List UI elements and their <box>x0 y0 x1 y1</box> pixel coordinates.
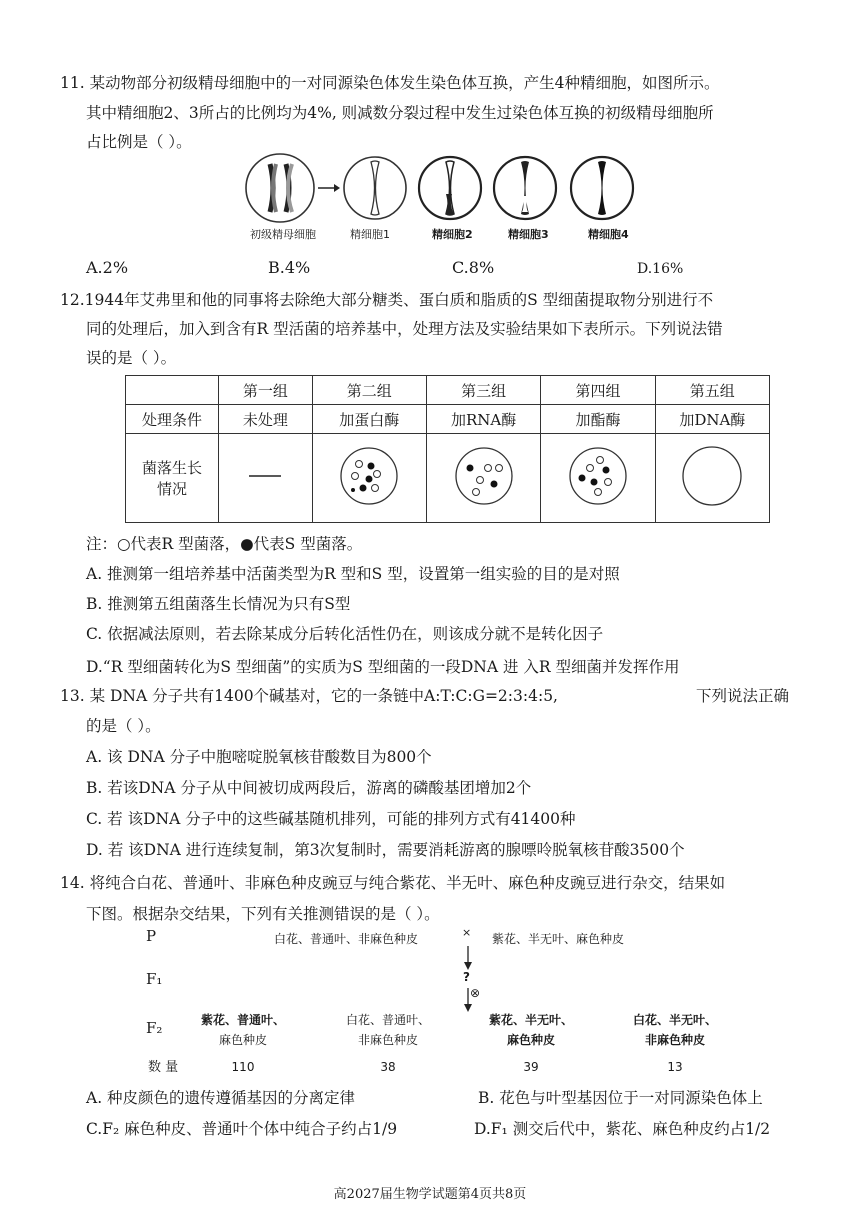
petri-dish-3 <box>454 446 514 506</box>
table-header-group2: 第二组 <box>312 376 426 405</box>
q13-stem-line1a: 13. 某 DNA 分子共有1400个碱基对，它的一条链中A:T:C:G=2:3:4:5, <box>60 687 558 705</box>
q11-option-d: D.16% <box>637 261 684 277</box>
f1-unknown-mark: ? <box>463 970 470 984</box>
table-header-group4: 第四组 <box>541 376 655 405</box>
table-cell-treatment-label: 处理条件 <box>126 405 219 434</box>
growth-label-line1: 菌落生长 <box>142 459 203 477</box>
parent2-phenotype: 紫花、半无叶、麻色种皮 <box>492 932 625 946</box>
q12-option-c: C. 依据减法原则，若去除某成分后转化活性仍在，则该成分就不是转化因子 <box>86 625 604 643</box>
table-cell-treatment-2: 加蛋白酶 <box>312 405 426 434</box>
table-header-group5: 第五组 <box>655 376 769 405</box>
table-row-treatment <box>126 405 770 434</box>
q14-option-b: B. 花色与叶型基因位于一对同源染色体上 <box>478 1089 763 1107</box>
q13-stem-line1b: 下列说法正确 <box>696 687 790 705</box>
growth-label-line2: 情况 <box>157 480 188 498</box>
table-header-group1: 第一组 <box>219 376 313 405</box>
q11-option-b: B.4% <box>268 258 311 277</box>
f2-1-line-a: 紫花、普通叶、 <box>200 1013 285 1027</box>
f2-phenotype-2 <box>343 1010 433 1050</box>
petri-dish-2 <box>339 446 399 506</box>
cell-caption-1: 精细胞1 <box>350 228 390 241</box>
f2-count-2: 38 <box>380 1060 396 1074</box>
q12-stem-line1: 12.1944年艾弗里和他的同事将去除绝大部分糖类、蛋白质和脂质的S 型细菌提取物分别进行不 <box>60 291 714 309</box>
q12-stem-line3: 误的是（ ）。 <box>86 349 177 367</box>
table-cell-treatment-5: 加DNA酶 <box>655 405 769 434</box>
f2-phenotype-4 <box>630 1010 720 1050</box>
sperm-cell-1 <box>344 157 406 219</box>
cross-arrows <box>455 944 485 1016</box>
cell-caption-4: 精细胞4 <box>588 228 629 241</box>
table-cell-growth-label <box>126 434 219 523</box>
f2-phenotype-3 <box>486 1010 576 1050</box>
q13-option-d: D. 若 该DNA 进行连续复制，第3次复制时，需要消耗游离的腺嘌呤脱氧核苷酸3500个 <box>86 841 685 859</box>
table-row-growth <box>126 434 770 523</box>
f2-1-line-b: 麻色种皮 <box>218 1033 267 1047</box>
q11-cell-diagram <box>240 150 660 225</box>
q11-stem-line2: 其中精细胞2、3所占的比例均为4%, 则减数分裂过程中发生过染色体互换的初级精母细胞所 <box>86 104 714 122</box>
f2-4-line-a: 白花、半无叶、 <box>632 1013 717 1027</box>
table-cell-growth-4 <box>541 434 655 523</box>
primary-spermatocyte-cell <box>246 154 314 222</box>
f2-4-line-b: 非麻色种皮 <box>644 1033 705 1047</box>
f2-2-line-a: 白花、普通叶、 <box>345 1013 430 1027</box>
table-cell-treatment-3: 加RNA酶 <box>426 405 540 434</box>
q12-stem-line2: 同的处理后，加入到含有R 型活菌的培养基中，处理方法及实验结果如下表所示。下列说法错 <box>86 320 723 338</box>
blank-dash <box>235 466 295 486</box>
cell-caption-0: 初级精母细胞 <box>250 228 316 241</box>
q11-option-a: A.2% <box>86 258 129 277</box>
table-cell-treatment-4: 加酯酶 <box>541 405 655 434</box>
table-cell-growth-5 <box>655 434 769 523</box>
petri-dish-5 <box>681 445 743 507</box>
q14-stem-line1: 14. 将纯合白花、普通叶、非麻色种皮豌豆与纯合紫花、半无叶、麻色种皮豌豆进行杂交，结果如 <box>60 874 726 892</box>
table-cell-growth-2 <box>312 434 426 523</box>
page-footer: 高2027届生物学试题第4页共8页 <box>333 1187 527 1202</box>
label-p: P <box>146 927 157 945</box>
q14-option-d: D.F₁ 测交后代中，紫花、麻色种皮约占1/2 <box>474 1120 771 1138</box>
q14-stem-line2: 下图。根据杂交结果，下列有关推测错误的是（ ）。 <box>86 905 440 923</box>
f2-count-1: 110 <box>231 1060 255 1074</box>
table-header-blank <box>126 376 219 405</box>
q13-option-b: B. 若该DNA 分子从中间被切成两段后，游离的磷酸基团增加2个 <box>86 779 532 797</box>
table-cell-growth-1 <box>219 434 313 523</box>
f2-count-4: 13 <box>667 1060 683 1074</box>
f2-3-line-a: 紫花、半无叶、 <box>488 1013 573 1027</box>
q12-option-a: A. 推测第一组培养基中活菌类型为R 型和S 型，设置第一组实验的目的是对照 <box>86 565 620 583</box>
cell-caption-2: 精细胞2 <box>432 228 473 241</box>
label-f2: F₂ <box>146 1019 163 1037</box>
q11-option-c: C.8% <box>452 258 495 277</box>
table-header-group3: 第三组 <box>426 376 540 405</box>
f2-3-line-b: 麻色种皮 <box>506 1033 555 1047</box>
experiment-table <box>125 375 770 523</box>
table-cell-treatment-1: 未处理 <box>219 405 313 434</box>
q11-stem-line1: 11. 某动物部分初级精母细胞中的一对同源染色体发生染色体互换，产生4种精细胞，如图所示。 <box>60 74 720 92</box>
cell-caption-3: 精细胞3 <box>508 228 549 241</box>
petri-dish-4 <box>568 446 628 506</box>
q12-option-d: D.“R 型细菌转化为S 型细菌”的实质为S 型细菌的一段DNA 进 入R 型细菌并发挥作用 <box>86 658 680 676</box>
q11-stem-line3: 占比例是（ ）。 <box>86 133 192 151</box>
q12-note: 注：○代表R 型菌落，●代表S 型菌落。 <box>86 535 363 553</box>
q13-option-a: A. 该 DNA 分子中胞嘧啶脱氧核苷酸数目为800个 <box>86 748 432 766</box>
f2-2-line-b: 非麻色种皮 <box>357 1033 418 1047</box>
sperm-cell-3 <box>494 157 556 219</box>
q13-stem-line2: 的是（ ）。 <box>86 717 161 735</box>
q13-option-c: C. 若 该DNA 分子中的这些碱基随机排列，可能的排列方式有41400种 <box>86 810 576 828</box>
selfing-icon: ⊗ <box>470 986 481 1000</box>
label-count: 数 量 <box>148 1060 179 1075</box>
parent1-phenotype: 白花、普通叶、非麻色种皮 <box>274 932 419 946</box>
q12-option-b: B. 推测第五组菌落生长情况为只有S型 <box>86 595 351 613</box>
table-cell-growth-3 <box>426 434 540 523</box>
q14-option-a: A. 种皮颜色的遗传遵循基因的分离定律 <box>86 1089 356 1107</box>
q14-option-c: C.F₂ 麻色种皮、普通叶个体中纯合子约占1/9 <box>86 1120 398 1138</box>
sperm-cell-4 <box>571 157 633 219</box>
label-f1: F₁ <box>146 970 163 988</box>
f2-count-3: 39 <box>523 1060 539 1074</box>
table-header-row <box>126 376 770 405</box>
f2-phenotype-1 <box>198 1010 288 1050</box>
cross-sign: × <box>462 926 472 939</box>
sperm-cell-2 <box>419 157 481 219</box>
